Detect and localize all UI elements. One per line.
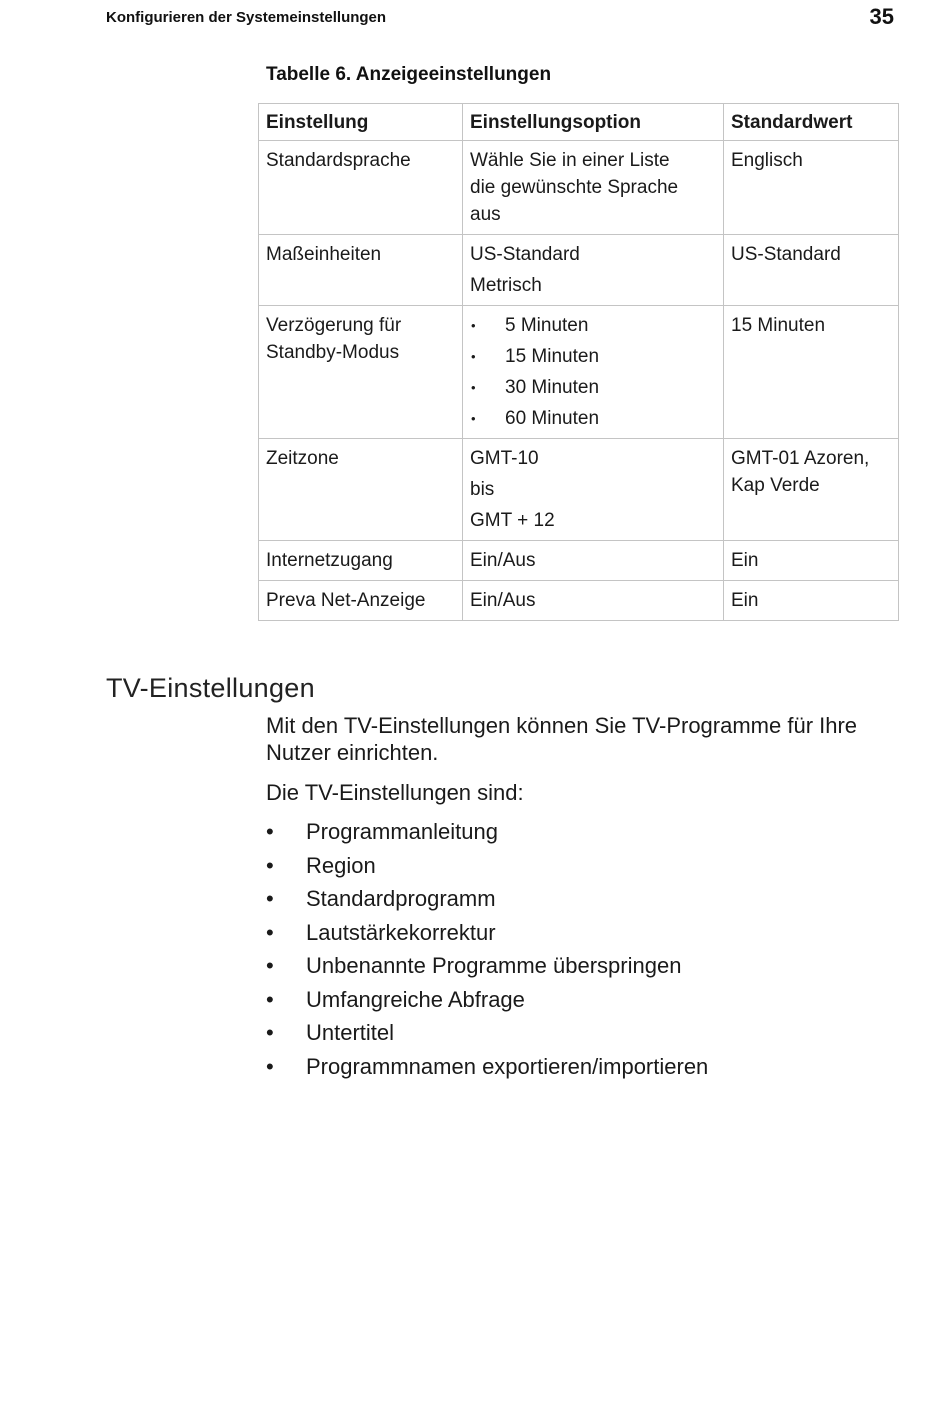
cell-text: US-Standard: [470, 244, 580, 265]
table-header-row: [259, 104, 899, 141]
cell-option: [463, 141, 724, 235]
cell-text: Kap Verde: [731, 475, 820, 496]
cell-option: Ein/Aus: [463, 581, 724, 621]
running-header-title: Konfigurieren der Systemeinstellungen: [106, 9, 387, 26]
cell-text: 15 Minuten: [731, 315, 826, 336]
cell-text: Standby-Modus: [266, 342, 400, 363]
cell-setting: Preva Net-Anzeige: [259, 581, 463, 621]
bullet-icon: •: [266, 919, 274, 945]
list-item: [266, 985, 708, 1019]
option-bullet-item: [470, 405, 716, 432]
option-bullet-item: [470, 343, 716, 370]
cell-default: Ein: [724, 581, 899, 621]
table-row: [259, 581, 899, 621]
page-number: 35: [869, 4, 894, 29]
bullet-icon: •: [266, 819, 274, 844]
list-item-label: Programmnamen exportieren/importieren: [306, 1053, 709, 1079]
running-header: [106, 6, 894, 30]
list-item: [266, 884, 708, 918]
cell-text: Verzögerung für: [266, 315, 402, 336]
cell-setting: [259, 141, 463, 235]
cell-text: 30 Minuten: [505, 377, 600, 398]
option-bullet-item: [470, 374, 716, 401]
cell-text: Metrisch: [470, 275, 542, 296]
list-item: [266, 951, 708, 985]
cell-option: [463, 235, 724, 306]
bullet-icon: •: [471, 318, 476, 333]
bullet-icon: •: [471, 380, 476, 395]
column-header-option: Einstellungsoption: [463, 104, 724, 141]
tv-settings-list: [266, 817, 708, 1085]
cell-option: Ein/Aus: [463, 541, 724, 581]
bullet-icon: •: [471, 349, 476, 364]
cell-text: GMT-01 Azoren,: [731, 448, 870, 469]
cell-text: Standardsprache: [266, 150, 411, 171]
cell-setting: [259, 235, 463, 306]
list-item-label: Standardprogramm: [306, 886, 496, 911]
list-item-label: Umfangreiche Abfrage: [306, 986, 525, 1012]
cell-text: 5 Minuten: [505, 315, 589, 336]
cell-text: US-Standard: [731, 244, 841, 265]
cell-option: [463, 306, 724, 439]
settings-table: [258, 103, 899, 621]
list-item-label: Unbenannte Programme überspringen: [306, 953, 682, 978]
cell-setting: Internetzugang: [259, 541, 463, 581]
bullet-icon: •: [266, 886, 274, 911]
cell-text: GMT + 12: [470, 510, 555, 531]
cell-default: [724, 235, 899, 306]
intro-paragraph: Mit den TV-Einstellungen können Sie TV-Programme für Ihre Nutzer einrichten.: [266, 713, 858, 765]
list-item-label: Untertitel: [306, 1020, 395, 1045]
cell-text: 60 Minuten: [505, 408, 600, 429]
bullet-icon: •: [266, 1053, 274, 1079]
cell-default: [724, 141, 899, 235]
list-item-label: Region: [306, 852, 376, 878]
cell-text: Wähle Sie in einer Liste: [470, 150, 670, 171]
bullet-icon: •: [471, 411, 476, 426]
cell-text: Maßeinheiten: [266, 244, 382, 265]
list-item-label: Programmanleitung: [306, 819, 498, 844]
list-item: [266, 851, 708, 885]
table-caption: Tabelle 6. Anzeigeeinstellungen: [266, 64, 552, 85]
cell-setting: [259, 439, 463, 541]
cell-setting: [259, 306, 463, 439]
cell-option: [463, 439, 724, 541]
bullet-icon: •: [266, 1020, 274, 1045]
list-intro-paragraph: Die TV-Einstellungen sind:: [266, 780, 524, 805]
cell-text: aus: [470, 204, 501, 225]
option-bullet-item: [470, 312, 716, 339]
table-row: [259, 439, 899, 541]
table-row: [259, 541, 899, 581]
bullet-icon: •: [266, 953, 274, 978]
table-row: [259, 141, 899, 235]
cell-text: bis: [470, 479, 495, 500]
cell-text: 15 Minuten: [505, 346, 600, 367]
bullet-icon: •: [266, 852, 274, 878]
table-row: [259, 306, 899, 439]
cell-text: Zeitzone: [266, 448, 339, 469]
list-item: [266, 1052, 708, 1086]
cell-text: Englisch: [731, 150, 803, 171]
cell-text: GMT-10: [470, 448, 539, 469]
cell-default: [724, 306, 899, 439]
list-item: [266, 918, 708, 952]
cell-default: [724, 439, 899, 541]
column-header-setting: Einstellung: [259, 104, 463, 141]
section-heading-tv: TV-Einstellungen: [106, 673, 315, 703]
bullet-icon: •: [266, 986, 274, 1012]
list-item: [266, 817, 708, 851]
list-item: [266, 1018, 708, 1052]
cell-default: Ein: [724, 541, 899, 581]
list-item-label: Lautstärkekorrektur: [306, 919, 496, 945]
table-row: [259, 235, 899, 306]
cell-text: die gewünschte Sprache: [470, 177, 679, 198]
column-header-default: Standardwert: [724, 104, 899, 141]
